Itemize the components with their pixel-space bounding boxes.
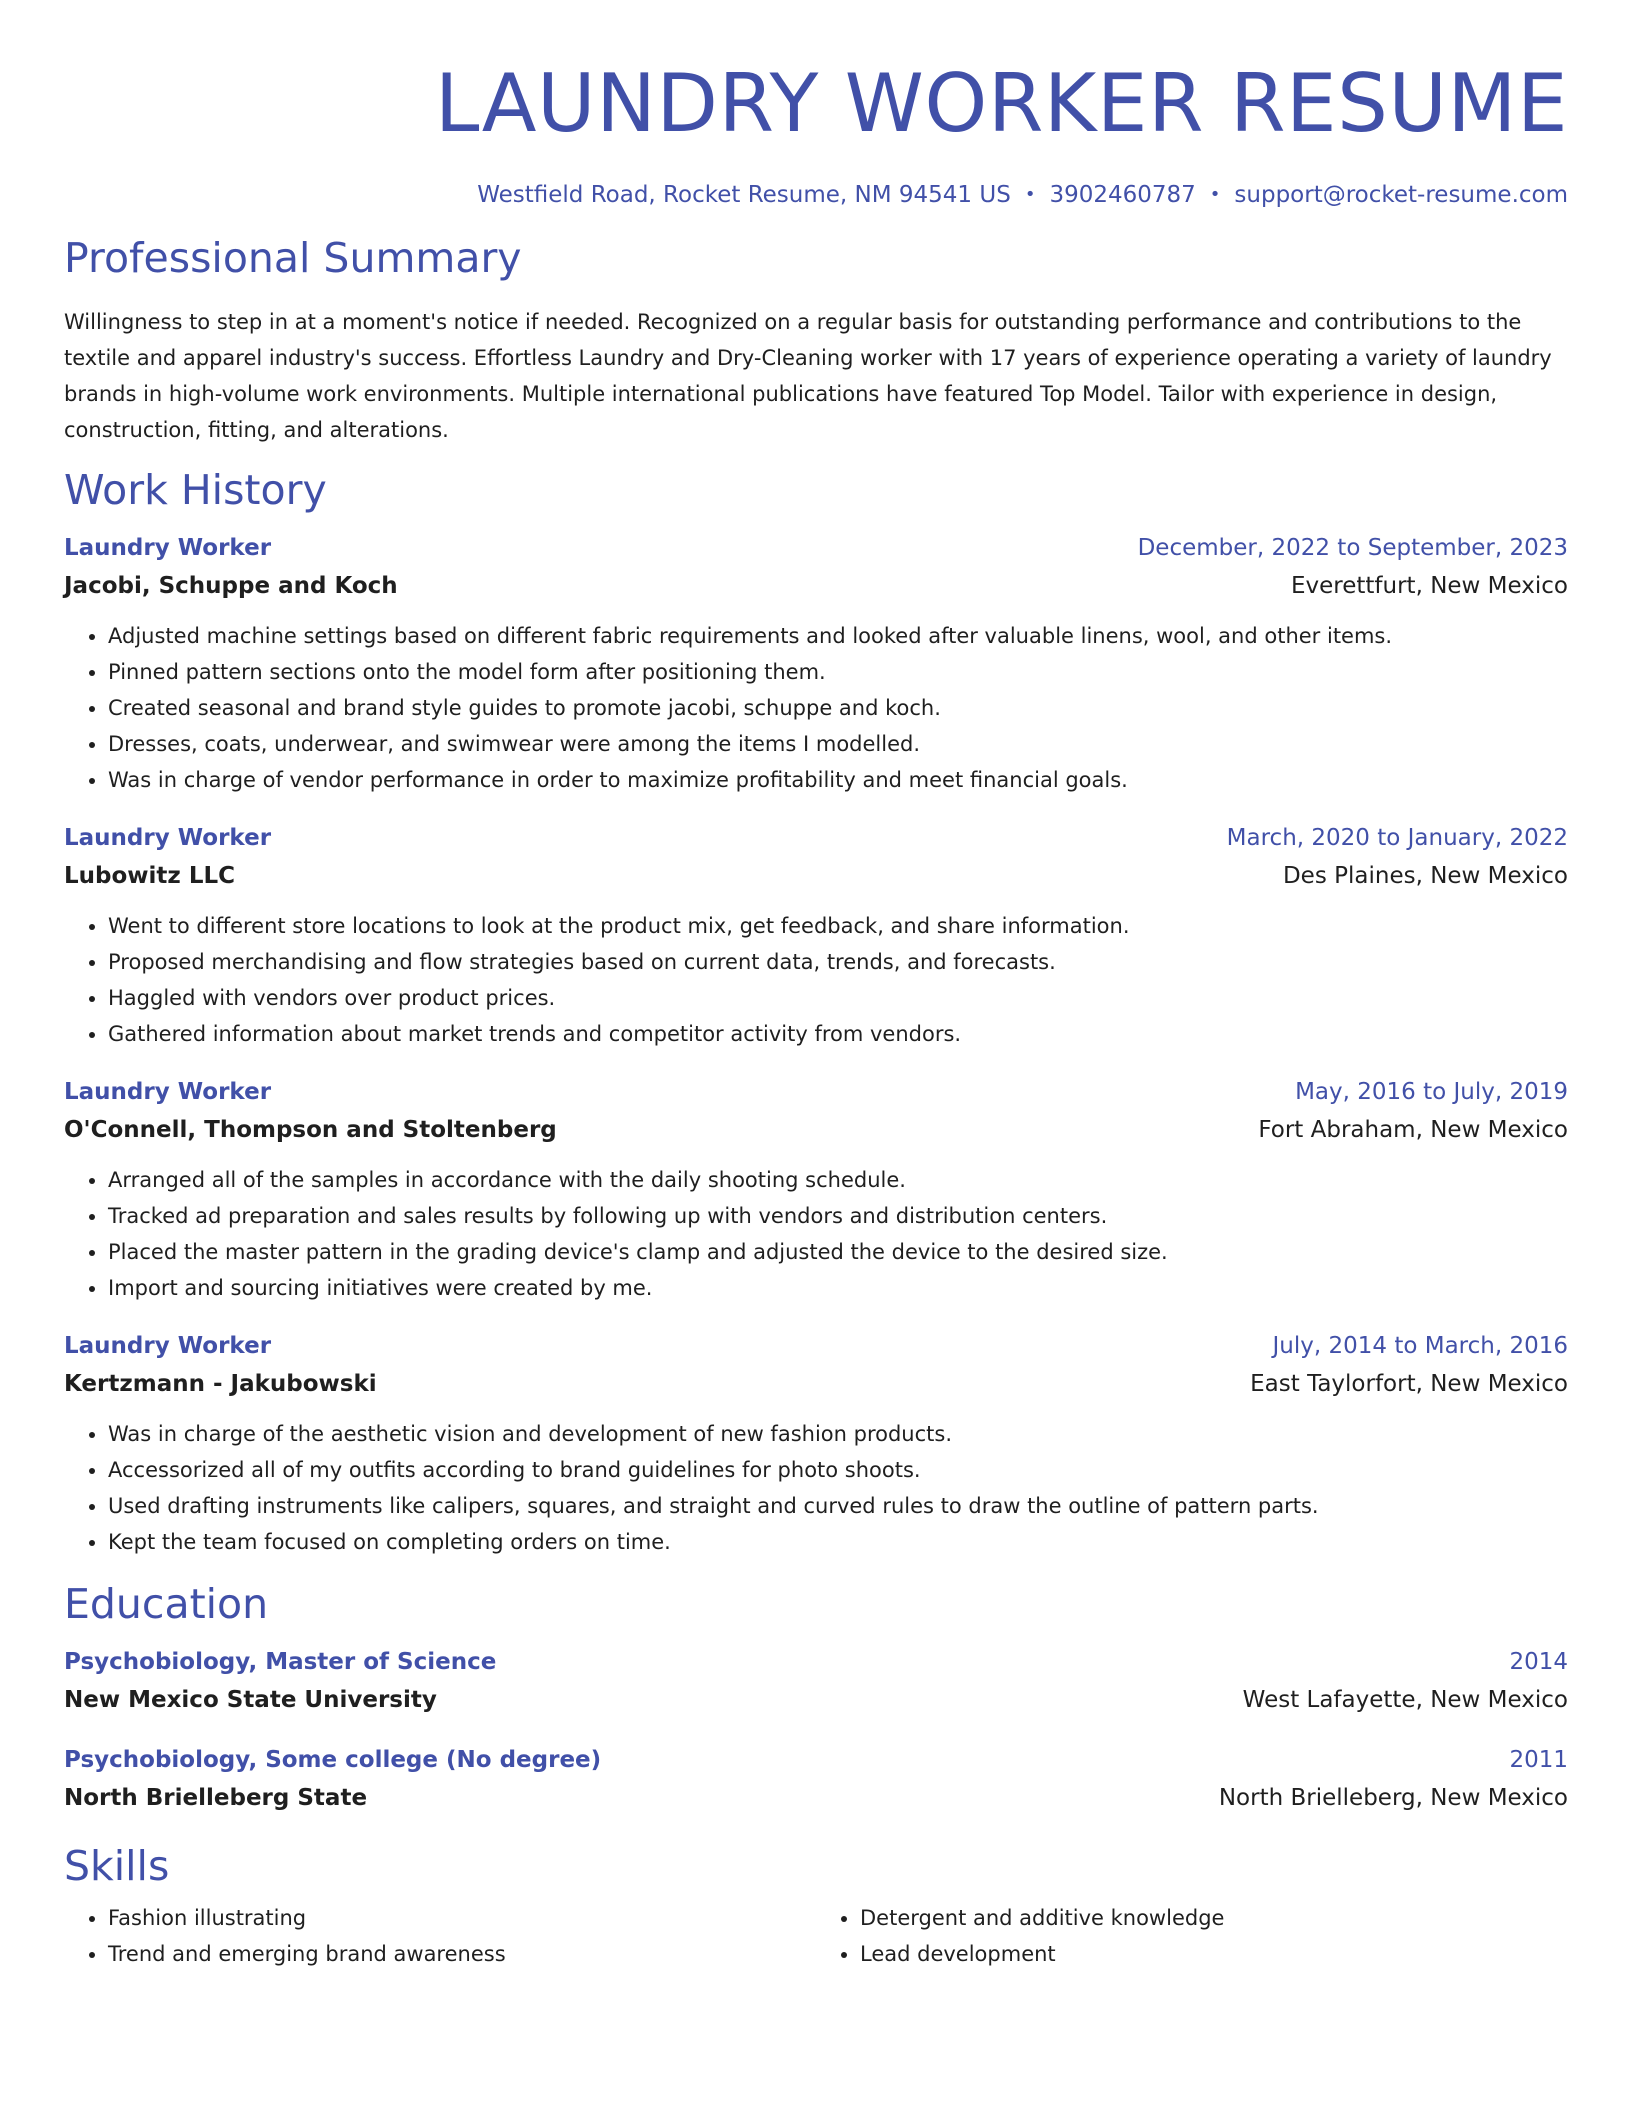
skills-section bbox=[64, 1840, 1568, 1972]
job-company: Jacobi, Schuppe and Koch bbox=[64, 573, 398, 599]
bullet-item: • Tracked ad preparation and sales results by following up with vendors and distribution centers. bbox=[108, 1198, 1568, 1234]
job-entry bbox=[64, 1074, 1568, 1306]
bullet-item: • Gathered information about market trends and competitor activity from vendors. bbox=[108, 1016, 1568, 1052]
education-header-row bbox=[64, 1644, 1568, 1680]
education-school-row bbox=[64, 1778, 1568, 1818]
education-school: New Mexico State University bbox=[64, 1687, 437, 1713]
education-year: 2011 bbox=[1509, 1747, 1568, 1773]
job-dates: May, 2016 to July, 2019 bbox=[1295, 1079, 1568, 1105]
skill-item: • Fashion illustrating bbox=[108, 1900, 816, 1936]
bullet-item: • Proposed merchandising and flow strategies based on current data, trends, and forecasts. bbox=[108, 944, 1568, 980]
education-entry bbox=[64, 1742, 1568, 1818]
skill-item: • Trend and emerging brand awareness bbox=[108, 1936, 816, 1972]
job-company: Kertzmann - Jakubowski bbox=[64, 1371, 377, 1397]
education-degree: Psychobiology, Some college (No degree) bbox=[64, 1747, 602, 1773]
section-heading-skills: Skills bbox=[64, 1842, 170, 1890]
bullet-item: • Dresses, coats, underwear, and swimwear were among the items I modelled. bbox=[108, 726, 1568, 762]
section-heading-work-history: Work History bbox=[64, 466, 327, 514]
education-location: North Brielleberg, New Mexico bbox=[1218, 1785, 1568, 1811]
job-entry bbox=[64, 820, 1568, 1052]
education-year: 2014 bbox=[1509, 1649, 1568, 1675]
job-bullets bbox=[64, 908, 1568, 1052]
section-heading-education: Education bbox=[64, 1580, 269, 1628]
job-entry bbox=[64, 1328, 1568, 1560]
bullet-item: • Accessorized all of my outfits according to brand guidelines for photo shoots. bbox=[108, 1452, 1568, 1488]
job-company-row bbox=[64, 566, 1568, 606]
bullet-item: • Haggled with vendors over product prices. bbox=[108, 980, 1568, 1016]
job-location: Des Plaines, New Mexico bbox=[1282, 863, 1568, 889]
job-bullets bbox=[64, 1416, 1568, 1560]
job-role: Laundry Worker bbox=[64, 1333, 272, 1359]
separator-dot: • bbox=[1209, 184, 1221, 205]
job-bullets bbox=[64, 618, 1568, 798]
bullet-item: • Pinned pattern sections onto the model form after positioning them. bbox=[108, 654, 1568, 690]
resume-title: LAUNDRY WORKER RESUME bbox=[434, 57, 1568, 150]
work-history-section bbox=[64, 464, 1568, 1560]
skill-item: • Lead development bbox=[860, 1936, 1568, 1972]
job-dates: December, 2022 to September, 2023 bbox=[1137, 535, 1568, 561]
bullet-item: • Placed the master pattern in the grading device's clamp and adjusted the device to the desired size. bbox=[108, 1234, 1568, 1270]
contact-address: Westfield Road, Rocket Resume, NM 94541 US bbox=[477, 182, 1011, 208]
education-degree: Psychobiology, Master of Science bbox=[64, 1649, 497, 1675]
education-entry bbox=[64, 1644, 1568, 1720]
contact-line bbox=[64, 180, 1568, 210]
job-header-row bbox=[64, 1328, 1568, 1364]
section-heading-summary: Professional Summary bbox=[64, 234, 522, 282]
education-location: West Lafayette, New Mexico bbox=[1242, 1687, 1568, 1713]
bullet-item: • Was in charge of vendor performance in order to maximize profitability and meet financial goals. bbox=[108, 762, 1568, 798]
bullet-item: • Used drafting instruments like calipers, squares, and straight and curved rules to draw the outline of pattern parts. bbox=[108, 1488, 1568, 1524]
job-company-row bbox=[64, 1110, 1568, 1150]
contact-email[interactable]: support@rocket-resume.com bbox=[1234, 182, 1568, 208]
separator-dot: • bbox=[1024, 184, 1036, 205]
education-header-row bbox=[64, 1742, 1568, 1778]
job-header-row bbox=[64, 820, 1568, 856]
job-company: O'Connell, Thompson and Stoltenberg bbox=[64, 1117, 557, 1143]
education-school-row bbox=[64, 1680, 1568, 1720]
job-company: Lubowitz LLC bbox=[64, 863, 236, 889]
job-location: Fort Abraham, New Mexico bbox=[1258, 1117, 1568, 1143]
skills-list bbox=[64, 1900, 816, 1972]
job-role: Laundry Worker bbox=[64, 825, 272, 851]
job-dates: March, 2020 to January, 2022 bbox=[1226, 825, 1568, 851]
contact-phone: 3902460787 bbox=[1049, 182, 1196, 208]
skills-grid bbox=[64, 1892, 1568, 1972]
job-location: East Taylorfort, New Mexico bbox=[1250, 1371, 1568, 1397]
bullet-item: • Was in charge of the aesthetic vision and development of new fashion products. bbox=[108, 1416, 1568, 1452]
bullet-item: • Went to different store locations to look at the product mix, get feedback, and share information. bbox=[108, 908, 1568, 944]
job-company-row bbox=[64, 1364, 1568, 1404]
bullet-item: • Arranged all of the samples in accordance with the daily shooting schedule. bbox=[108, 1162, 1568, 1198]
skills-column-left bbox=[64, 1892, 816, 1972]
bullet-item: • Adjusted machine settings based on different fabric requirements and looked after valuable linens, wool, and other items. bbox=[108, 618, 1568, 654]
bullet-item: • Kept the team focused on completing orders on time. bbox=[108, 1524, 1568, 1560]
summary-section bbox=[64, 232, 1568, 448]
skill-item: • Detergent and additive knowledge bbox=[860, 1900, 1568, 1936]
bullet-item: • Created seasonal and brand style guides to promote jacobi, schuppe and koch. bbox=[108, 690, 1568, 726]
bullet-item: • Import and sourcing initiatives were created by me. bbox=[108, 1270, 1568, 1306]
job-dates: July, 2014 to March, 2016 bbox=[1272, 1333, 1568, 1359]
education-section bbox=[64, 1578, 1568, 1818]
job-company-row bbox=[64, 856, 1568, 896]
job-entry bbox=[64, 530, 1568, 798]
job-bullets bbox=[64, 1162, 1568, 1306]
job-header-row bbox=[64, 530, 1568, 566]
job-header-row bbox=[64, 1074, 1568, 1110]
job-role: Laundry Worker bbox=[64, 1079, 272, 1105]
summary-text: Willingness to step in at a moment's notice if needed. Recognized on a regular basis for outstanding performance and contributions to the textile and apparel industry's success. Effortless Laundry and Dry-Cleaning worker with 17 years of experience operating a variety of laundry brands in high-volume work environments. Multiple international publications have featured Top Model. Tailor with experience in design, construction, fitting, and alterations. bbox=[64, 310, 1552, 442]
job-location: Everettfurt, New Mexico bbox=[1291, 573, 1568, 599]
education-school: North Brielleberg State bbox=[64, 1785, 368, 1811]
skills-list bbox=[816, 1900, 1568, 1972]
job-role: Laundry Worker bbox=[64, 535, 272, 561]
skills-column-right bbox=[816, 1892, 1568, 1972]
